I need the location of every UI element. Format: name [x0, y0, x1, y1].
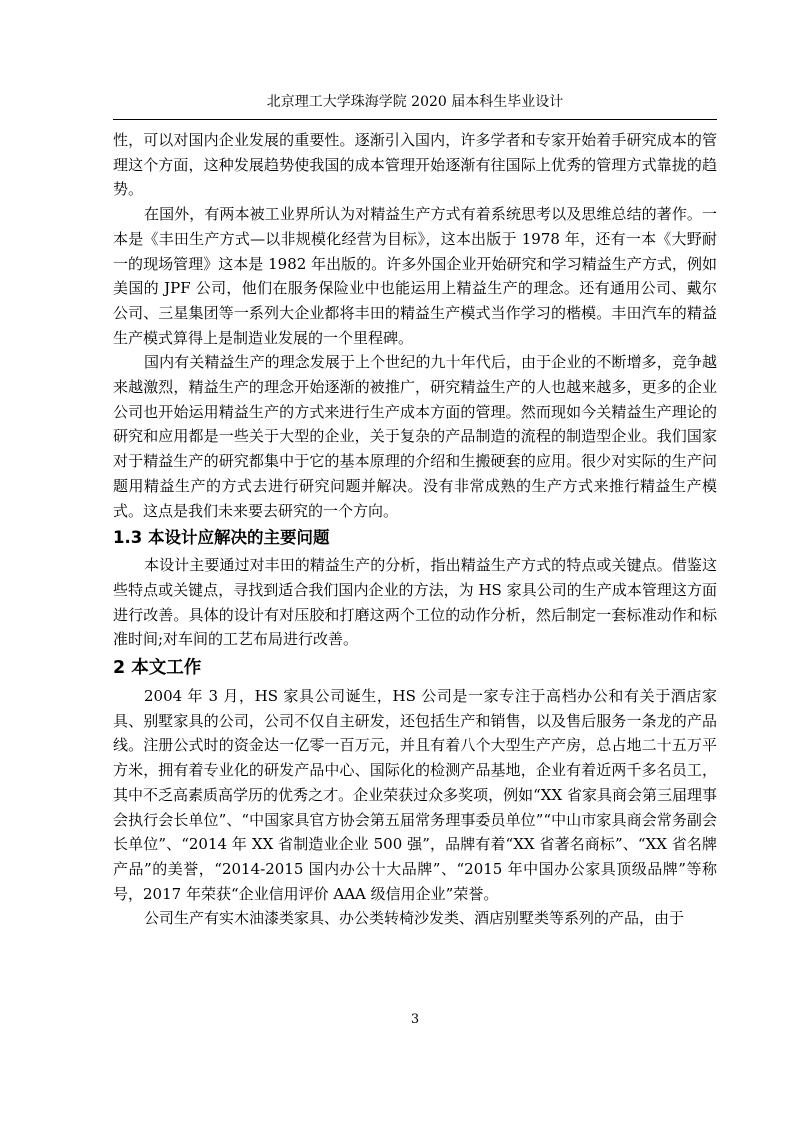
paragraph-foreign-research: 在国外，有两本被工业界所认为对精益生产方式有着系统思考以及思维总结的著作。一本是《丰田生产方式—以非规模化经营为目标》，这本出版于 1978 年，还有一本《大野耐一的现场管理》这本是 1982 年出版的。许多外国企业开始研究和学习精益生产方式，例如美国的 JPF 公司，他们在服务保险业中也能运用上精益生产的理念。还有通用公司、戴尔公司、三星集团等一系列大企业都将丰田的精益生产模式当作学习的楷模。丰田汽车的精益生产模式算得上是制造业发展的一个里程碑。 — [113, 205, 717, 347]
section-heading-1-3: 1.3 本设计应解决的主要问题 — [113, 528, 330, 548]
page-header: 北京理工大学珠海学院 2020 届本科生毕业设计 — [266, 94, 564, 110]
document-body — [113, 128, 717, 931]
paragraph-continued: 性，可以对国内企业发展的重要性。逐渐引入国内，许多学者和专家开始着手研究成本的管理这个方面，这种发展趋势使我国的成本管理开始逐渐有往国际上优秀的管理方式靠拢的趋势。 — [113, 131, 717, 199]
paragraph-products: 公司生产有实木油漆类家具、办公类转椅沙发类、酒店别墅类等系列的产品，由于 — [144, 909, 685, 928]
page-number: 3 — [410, 1012, 420, 1027]
paragraph-design-problems: 本设计主要通过对丰田的精益生产的分析，指出精益生产方式的特点或关键点。借鉴这些特点或关键点，寻找到适合我们国内企业的方法，为 HS 家具公司的生产成本管理这方面进行改善。具体的设计有对压胶和打磨这两个工位的动作分析，然后制定一套标准动作和标准时间;对车间的工艺布局进行改善。 — [113, 556, 717, 649]
paragraph-domestic-research: 国内有关精益生产的理念发展于上个世纪的九十年代后，由于企业的不断增多，竞争越来越激烈，精益生产的理念开始逐渐的被推广，研究精益生产的人也越来越多，更多的企业公司也开始运用精益生产的方式来进行生产成本方面的管理。然而现如今关精益生产理论的研究和应用都是一些关于大型的企业，关于复杂的产品制造的流程的制造型企业。我们国家对于精益生产的研究都集中于它的基本原理的介绍和生搬硬套的应用。很少对实际的生产问题用精益生产的方式去进行研究问题并解决。没有非常成熟的生产方式来推行精益生产模式。这点是我们未来要去研究的一个方向。 — [113, 353, 717, 520]
section-heading-2: 2 本文工作 — [113, 658, 202, 679]
header-divider — [113, 119, 717, 120]
paragraph-company-intro: 2004 年 3 月，HS 家具公司诞生，HS 公司是一家专注于高档办公和有关于酒店家具、别墅家具的公司，公司不仅自主研发，还包括生产和销售，以及售后服务一条龙的产品线。注册公式时的资金达一亿零一百万元，并且有着八个大型生产产房，总占地二十五万平方米，拥有着专业化的研发产品中心、国际化的检测产品基地，企业有着近两千多名员工，其中不乏高素质高学历的优秀之才。企业荣获过众多奖项，例如“XX 省家具商会第三届理事会执行会长单位”、“中国家具官方协会第五届常务理事委员单位”“中山市家具商会常务副会长单位”、“2014 年 XX 省制造业企业 500 强”，品牌有着“XX 省著名商标”、“XX 省名牌产品”的美誉，“2014-2015 国内办公十大品牌”、“2015 年中国办公家具顶级品牌”等称号，2017 年荣获“企业信用评价 AAA 级信用企业”荣誉。 — [113, 687, 717, 903]
